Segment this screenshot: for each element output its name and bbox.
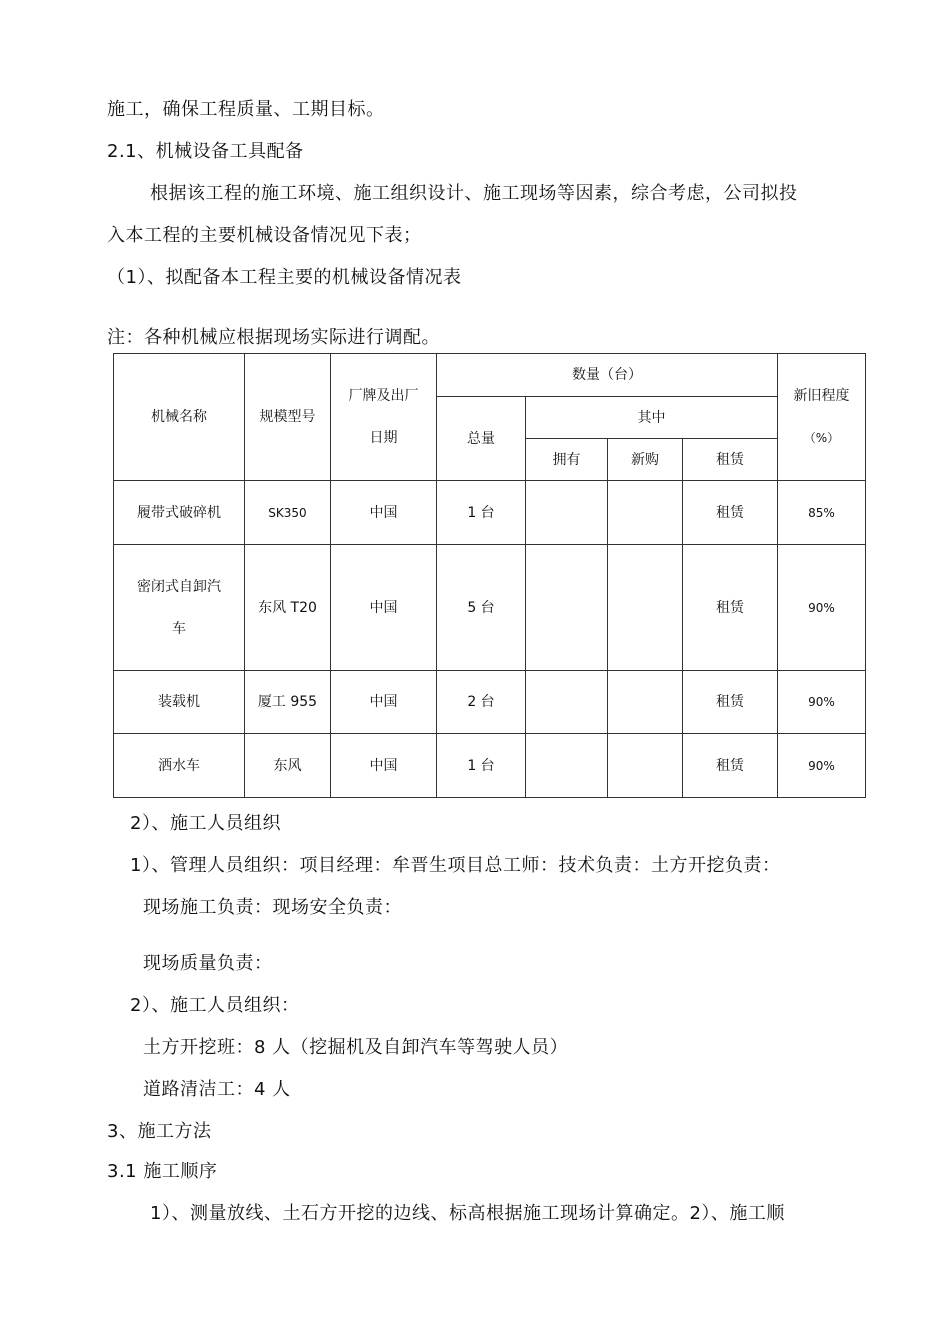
section-heading: 2）、施工人员组织 bbox=[130, 813, 281, 834]
cell-total: 1 台 bbox=[437, 481, 526, 545]
paragraph-line: 现场施工负责：现场安全负责： bbox=[143, 897, 402, 918]
cell-name: 装载机 bbox=[114, 671, 245, 734]
cell-name bbox=[114, 545, 245, 671]
cell-condition: 85% bbox=[778, 481, 866, 545]
paragraph-line: 施工，确保工程质量、工期目标。 bbox=[107, 99, 385, 120]
table-row bbox=[114, 545, 866, 671]
cell-model: SK350 bbox=[245, 481, 331, 545]
header-model: 规模型号 bbox=[245, 354, 331, 481]
cell-condition: 90% bbox=[778, 671, 866, 734]
header-name: 机械名称 bbox=[114, 354, 245, 481]
cell-brand: 中国 bbox=[331, 545, 437, 671]
cell-brand: 中国 bbox=[331, 734, 437, 798]
cell-name-line2: 车 bbox=[172, 620, 186, 637]
cell-condition: 90% bbox=[778, 545, 866, 671]
cell-total: 2 台 bbox=[437, 671, 526, 734]
header-new: 新购 bbox=[608, 439, 683, 481]
cell-new bbox=[608, 671, 683, 734]
cell-new bbox=[608, 734, 683, 798]
table-row bbox=[114, 671, 866, 734]
cell-model: 东风 bbox=[245, 734, 331, 798]
table-caption: （1）、拟配备本工程主要的机械设备情况表 bbox=[107, 267, 462, 288]
paragraph-line: 道路清洁工：4 人 bbox=[143, 1079, 291, 1100]
header-condition bbox=[778, 354, 866, 481]
paragraph-line: 现场质量负责： bbox=[143, 953, 273, 974]
section-heading: 3、施工方法 bbox=[107, 1121, 212, 1142]
cell-new bbox=[608, 481, 683, 545]
cell-new bbox=[608, 545, 683, 671]
cell-total: 1 台 bbox=[437, 734, 526, 798]
header-brand-line1: 厂牌及出厂 bbox=[348, 388, 419, 404]
header-brand-line2: 日期 bbox=[369, 430, 398, 446]
cell-rent: 租赁 bbox=[683, 481, 778, 545]
cell-name: 履带式破碎机 bbox=[114, 481, 245, 545]
header-quantity: 数量（台） bbox=[437, 354, 778, 397]
cell-rent: 租赁 bbox=[683, 734, 778, 798]
header-rent: 租赁 bbox=[683, 439, 778, 481]
cell-own bbox=[526, 481, 608, 545]
cell-brand: 中国 bbox=[331, 671, 437, 734]
header-brand bbox=[331, 354, 437, 481]
cell-condition: 90% bbox=[778, 734, 866, 798]
cell-brand: 中国 bbox=[331, 481, 437, 545]
cell-rent: 租赁 bbox=[683, 671, 778, 734]
section-heading: 3.1 施工顺序 bbox=[107, 1161, 218, 1182]
paragraph-line: 1）、测量放线、土石方开挖的边线、标高根据施工现场计算确定。2）、施工顺 bbox=[150, 1203, 785, 1224]
cell-rent: 租赁 bbox=[683, 545, 778, 671]
paragraph-line: 土方开挖班：8 人（挖掘机及自卸汽车等驾驶人员） bbox=[143, 1037, 569, 1058]
header-condition-line2: （%） bbox=[803, 431, 840, 445]
cell-model: 东风 T20 bbox=[245, 545, 331, 671]
paragraph-line: 2）、施工人员组织： bbox=[130, 995, 300, 1016]
cell-model: 厦工 955 bbox=[245, 671, 331, 734]
cell-name-line1: 密闭式自卸汽 bbox=[137, 578, 221, 595]
header-condition-line1: 新旧程度 bbox=[793, 388, 850, 404]
cell-own bbox=[526, 734, 608, 798]
cell-own bbox=[526, 545, 608, 671]
section-heading: 2.1、机械设备工具配备 bbox=[107, 141, 304, 162]
header-own: 拥有 bbox=[526, 439, 608, 481]
cell-total: 5 台 bbox=[437, 545, 526, 671]
table-note: 注：各种机械应根据现场实际进行调配。 bbox=[107, 327, 440, 348]
equipment-table bbox=[113, 353, 866, 798]
table-row bbox=[114, 734, 866, 798]
table-row bbox=[114, 481, 866, 545]
header-total: 总量 bbox=[437, 397, 526, 481]
paragraph-line: 根据该工程的施工环境、施工组织设计、施工现场等因素，综合考虑，公司拟投 bbox=[150, 183, 798, 204]
cell-name: 洒水车 bbox=[114, 734, 245, 798]
equipment-table-container bbox=[113, 353, 866, 798]
cell-own bbox=[526, 671, 608, 734]
paragraph-line: 1）、管理人员组织：项目经理：牟晋生项目总工师：技术负责：土方开挖负责： bbox=[130, 855, 781, 876]
paragraph-line: 入本工程的主要机械设备情况见下表； bbox=[107, 225, 422, 246]
header-among: 其中 bbox=[526, 397, 778, 439]
